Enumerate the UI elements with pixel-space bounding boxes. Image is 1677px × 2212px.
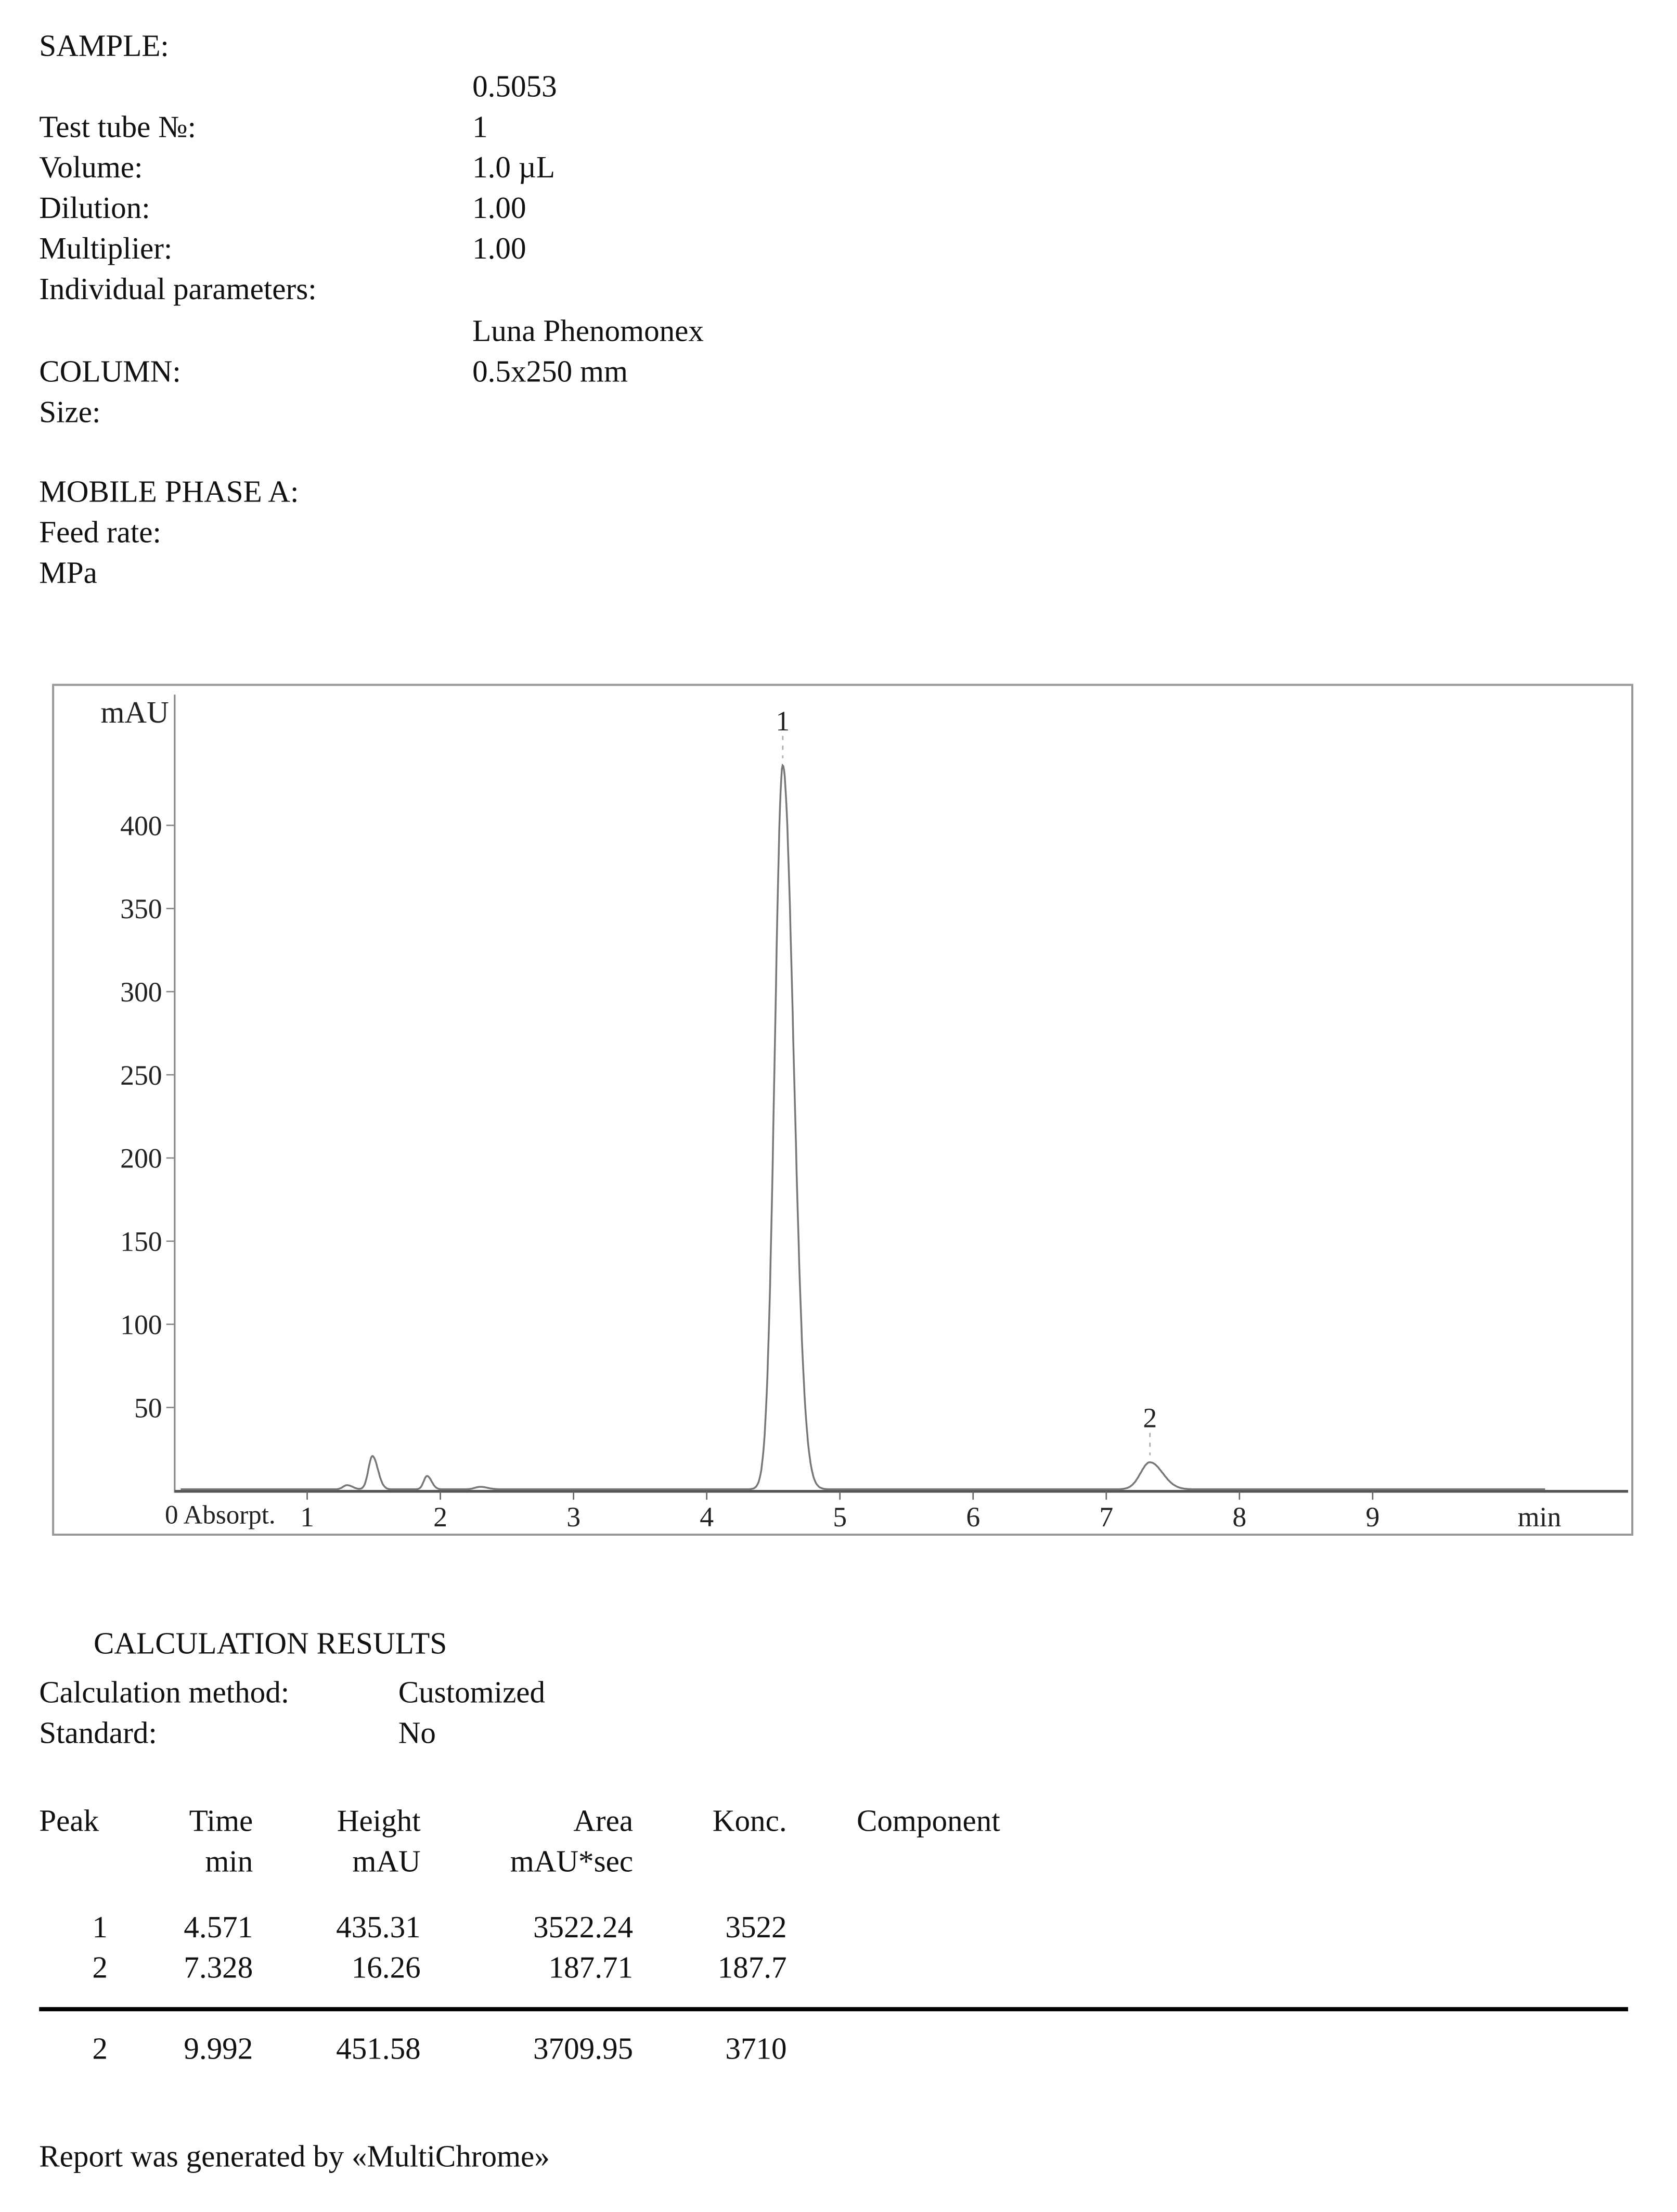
mobile-phase-heading: MOBILE PHASE A:: [39, 473, 299, 509]
field-label-volume: Volume:: [39, 149, 143, 185]
y-tick-label: 250: [120, 1059, 162, 1091]
header-height: Height: [337, 1803, 421, 1838]
unit-time: min: [205, 1843, 253, 1879]
standard-value: No: [398, 1715, 436, 1750]
total-cell-area: 3709.95: [533, 2030, 634, 2066]
row-cell-peak: 1: [92, 1909, 108, 1945]
field-label-test-tube: Test tube №:: [39, 109, 197, 144]
column-name: Luna Phenomonex: [472, 313, 704, 348]
x-axis-label: min: [1517, 1501, 1562, 1533]
unit-height: mAU: [352, 1843, 421, 1879]
pressure-label: MPa: [39, 555, 97, 590]
total-cell-height: 451.58: [336, 2030, 421, 2066]
field-label-multiplier: Multiplier:: [39, 230, 173, 266]
standard-label: Standard:: [39, 1715, 157, 1750]
x-tick-label: 4: [700, 1501, 714, 1533]
field-value-dilution: 1.00: [472, 190, 526, 225]
field-label-dilution: Dilution:: [39, 190, 150, 225]
row-cell-height: 435.31: [336, 1909, 421, 1945]
sample-heading: SAMPLE:: [39, 28, 169, 63]
y-tick-label: 300: [120, 976, 162, 1008]
x-tick-label: 8: [1232, 1501, 1247, 1533]
row-cell-time: 4.571: [184, 1909, 253, 1945]
column-size: 0.5x250 mm: [472, 353, 628, 389]
x-tick-label: 7: [1099, 1501, 1114, 1533]
row-cell-area: 187.71: [548, 1949, 634, 1985]
total-divider: [39, 2007, 1628, 2011]
header-peak: Peak: [39, 1803, 99, 1838]
x-tick-label: 1: [300, 1501, 314, 1533]
method-value: Customized: [398, 1674, 546, 1709]
total-cell-time: 9.992: [184, 2030, 253, 2066]
x-tick-label: 9: [1365, 1501, 1380, 1533]
y-tick-label: 100: [120, 1309, 162, 1341]
row-cell-time: 7.328: [184, 1949, 253, 1985]
y-tick-label: 50: [134, 1392, 162, 1424]
field-label-individual-parameters: Individual parameters:: [39, 271, 317, 306]
header-konc: Konc.: [712, 1803, 787, 1838]
x-tick-label: 3: [566, 1501, 581, 1533]
row-cell-area: 3522.24: [533, 1909, 634, 1945]
row-cell-peak: 2: [92, 1949, 108, 1985]
y-tick-label: 200: [120, 1142, 162, 1174]
peak-label: 1: [776, 705, 790, 737]
total-cell-peak: 2: [92, 2030, 108, 2066]
unit-area: mAU*sec: [510, 1843, 634, 1879]
chart-frame: [53, 685, 1632, 1535]
y-axis-label: mAU: [100, 695, 169, 730]
peak-label: 2: [1143, 1402, 1157, 1434]
y-tick-label: 150: [120, 1226, 162, 1257]
row-cell-konc: 187.7: [717, 1949, 787, 1985]
x-tick-label: 5: [833, 1501, 847, 1533]
chromatogram-trace: [180, 765, 1545, 1489]
field-value-test-tube: 1: [472, 109, 488, 144]
results-heading: CALCULATION RESULTS: [94, 1625, 447, 1661]
feed-rate-label: Feed rate:: [39, 514, 161, 549]
method-label: Calculation method:: [39, 1674, 290, 1709]
footer-note: Report was generated by «MultiChrome»: [39, 2138, 550, 2174]
x-tick-label: 2: [433, 1501, 448, 1533]
row-cell-konc: 3522: [725, 1909, 787, 1945]
y-tick-label: 350: [120, 893, 162, 925]
column-heading: COLUMN:: [39, 353, 181, 389]
header-time: Time: [189, 1803, 253, 1838]
column-size-label: Size:: [39, 394, 101, 429]
row-cell-height: 16.26: [351, 1949, 421, 1985]
total-cell-konc: 3710: [725, 2030, 787, 2066]
y-tick-label: 400: [120, 810, 162, 842]
header-area: Area: [573, 1803, 634, 1838]
field-value-volume: 1.0 µL: [472, 149, 555, 185]
x-tick-label: 6: [966, 1501, 981, 1533]
sample-value: 0.5053: [472, 68, 557, 104]
header-component: Component: [856, 1803, 1000, 1838]
x-origin-label: 0 Absorpt.: [165, 1500, 276, 1530]
field-value-multiplier: 1.00: [472, 230, 526, 266]
